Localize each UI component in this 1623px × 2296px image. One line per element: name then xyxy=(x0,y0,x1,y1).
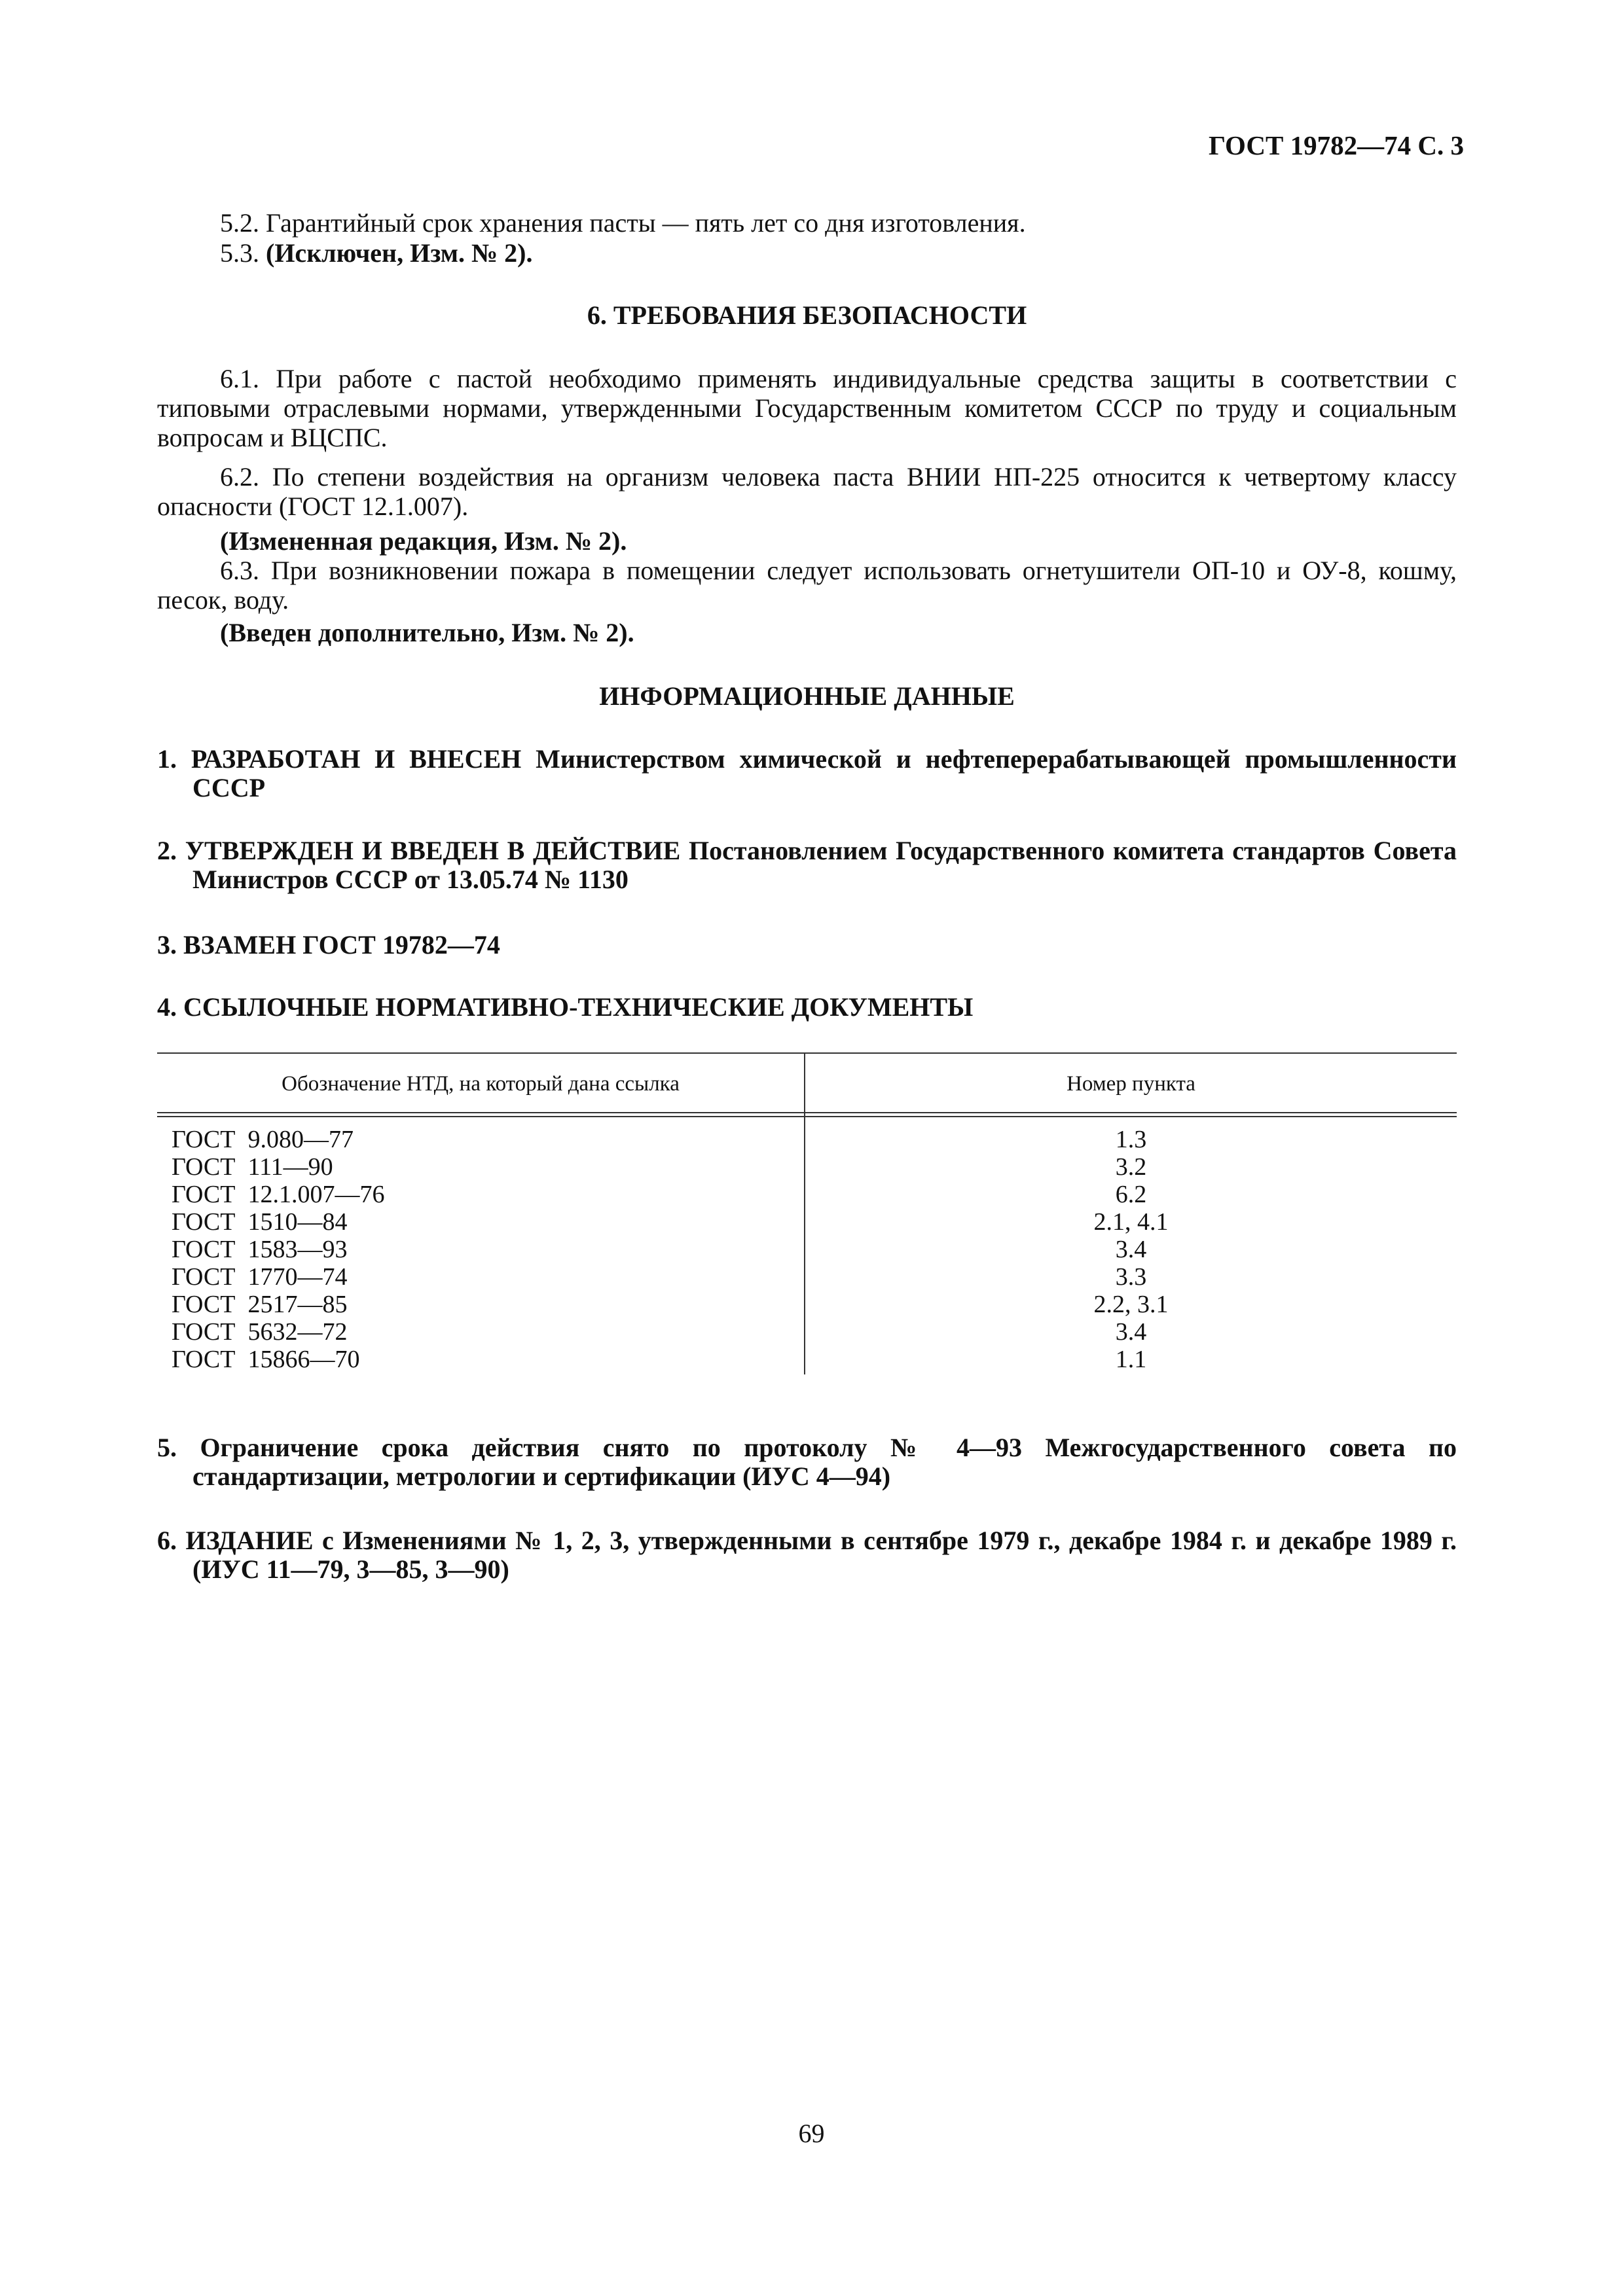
paragraph-6-3-note: (Введен дополнительно, Изм. № 2). xyxy=(220,618,634,647)
table-body xyxy=(157,1126,1457,1373)
table-header-document: Обозначение НТД, на который дана ссылка xyxy=(282,1072,680,1096)
table-cell-document: ГОСТ 9.080—77 xyxy=(172,1126,354,1153)
page-header: ГОСТ 19782—74 С. 3 xyxy=(1208,130,1464,160)
table-cell-document: ГОСТ 1510—84 xyxy=(172,1208,348,1236)
paragraph-6-2: 6.2. По степени воздействия на организм человека паста ВНИИ НП-225 относится к четвертому классу опасности (ГОСТ 12.1.007). xyxy=(157,462,1457,521)
table-header-rule xyxy=(157,1112,1457,1113)
info-item-4: 4. ССЫЛОЧНЫЕ НОРМАТИВНО-ТЕХНИЧЕСКИЕ ДОКУМЕНТЫ xyxy=(157,992,974,1022)
table-cell-document: ГОСТ 1583—93 xyxy=(172,1236,348,1263)
table-cell-document: ГОСТ 5632—72 xyxy=(172,1318,348,1346)
table-cell-clause: 3.3 xyxy=(1115,1263,1147,1291)
table-cell-clause: 3.2 xyxy=(1115,1153,1147,1181)
table-row xyxy=(157,1126,1457,1153)
table-row xyxy=(157,1291,1457,1318)
table-cell-clause: 2.1, 4.1 xyxy=(1093,1208,1169,1236)
info-item-3: 3. ВЗАМЕН ГОСТ 19782—74 xyxy=(157,930,500,960)
table-cell-clause: 6.2 xyxy=(1115,1181,1147,1208)
info-item-1: 1. РАЗРАБОТАН И ВНЕСЕН Министерством химической и нефтеперерабатывающей промышленности СССР xyxy=(157,744,1457,802)
info-item-2: 2. УТВЕРЖДЕН И ВВЕДЕН В ДЕЙСТВИЕ Постановлением Государственного комитета стандартов Совета Министров СССР от 13.05.74 № 1130 xyxy=(157,836,1457,894)
section-6-title: 6. ТРЕБОВАНИЯ БЕЗОПАСНОСТИ xyxy=(587,300,1027,330)
table-row xyxy=(157,1263,1457,1291)
paragraph-5-3-note: (Исключен, Изм. № 2). xyxy=(266,238,533,268)
table-top-rule xyxy=(157,1052,1457,1054)
table-row xyxy=(157,1346,1457,1373)
table-header-clause: Номер пункта xyxy=(1067,1072,1195,1096)
paragraph-6-2-note: (Измененная редакция, Изм. № 2). xyxy=(220,526,627,556)
table-cell-document: ГОСТ 2517—85 xyxy=(172,1291,348,1318)
info-item-6: 6. ИЗДАНИЕ с Изменениями № 1, 2, 3, утвержденными в сентябре 1979 г., декабре 1984 г. и декабре 1989 г. (ИУС 11—79, 3—85, 3—90) xyxy=(157,1526,1457,1584)
table-cell-clause: 3.4 xyxy=(1115,1236,1147,1263)
table-cell-document: ГОСТ 1770—74 xyxy=(172,1263,348,1291)
table-cell-document: ГОСТ 12.1.007—76 xyxy=(172,1181,385,1208)
table-row xyxy=(157,1208,1457,1236)
table-cell-clause: 1.3 xyxy=(1115,1126,1147,1153)
table-row xyxy=(157,1181,1457,1208)
table-cell-document: ГОСТ 111—90 xyxy=(172,1153,333,1181)
paragraph-5-3 xyxy=(157,238,1457,268)
reference-table xyxy=(157,1052,1457,1374)
table-row xyxy=(157,1318,1457,1346)
table-row xyxy=(157,1236,1457,1263)
page-number: 69 xyxy=(798,2119,825,2148)
paragraph-5-2: 5.2. Гарантийный срок хранения пасты — пять лет со дня изготовления. xyxy=(220,208,1026,238)
paragraph-6-3: 6.3. При возникновении пожара в помещении следует использовать огнетушители ОП-10 и ОУ-8, кошму, песок, воду. xyxy=(157,556,1457,615)
table-row xyxy=(157,1153,1457,1181)
paragraph-6-1: 6.1. При работе с пастой необходимо применять индивидуальные средства защиты в соответствии с типовыми отраслевыми нормами, утвержденными Государственным комитетом СССР по труду и социальным вопросам и ВЦСПС. xyxy=(157,364,1457,452)
table-cell-clause: 2.2, 3.1 xyxy=(1093,1291,1169,1318)
paragraph-5-3-number: 5.3. xyxy=(220,238,259,268)
table-header-rule-double xyxy=(157,1116,1457,1117)
table-cell-document: ГОСТ 15866—70 xyxy=(172,1346,360,1373)
table-cell-clause: 3.4 xyxy=(1115,1318,1147,1346)
info-title: ИНФОРМАЦИОННЫЕ ДАННЫЕ xyxy=(599,681,1015,711)
info-item-5: 5. Ограничение срока действия снято по протоколу № 4—93 Межгосударственного совета по стандартизации, метрологии и сертификации (ИУС 4—94) xyxy=(157,1433,1457,1491)
table-cell-clause: 1.1 xyxy=(1115,1346,1147,1373)
